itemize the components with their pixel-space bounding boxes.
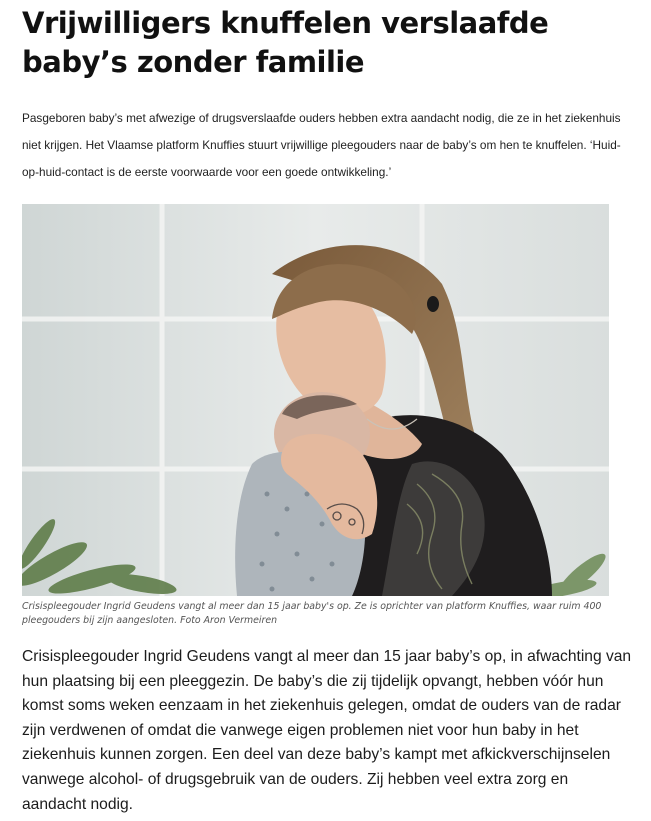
article-lead: Pasgeboren baby’s met afwezige of drugsverslaafde ouders hebben extra aandacht nodig, die ze in het ziekenhuis niet krijgen. Het Vlaamse platform Knuffies stuurt vrijwillige pleegouders naar de baby’s om hen te knuffelen. ‘Huid-op-huid-contact is de eerste voorwaarde voor een goede ontwikkeling.’ [22, 111, 621, 179]
article-body: Crisispleegouder Ingrid Geudens vangt al meer dan 15 jaar baby’s op, in afwachting van hun plaatsing bij een pleeggezin. De baby’s die zij tijdelijk opvangt, hebben vóór hun komst soms weken eenzaam in het ziekenhuis gelegen, omdat de ouders van de radar zijn verdwenen of omdat die vanwege eigen problemen niet voor hun baby in het ziekenhuis kunnen zorgen. Een deel van deze baby’s kampt met afkickverschijnselen vanwege alcohol- of drugsgebruik van de ouders. Zij hebben veel extra zorg en aandacht nodig. [22, 648, 632, 813]
article-headline: Vrijwilligers knuffelen verslaafde baby’s zonder familie [22, 6, 549, 79]
article-photo[interactable] [22, 204, 609, 596]
photo-caption: Crisispleegouder Ingrid Geudens vangt al meer dan 15 jaar baby's op. Ze is oprichter van platform Knuffies, waar ruim 400 pleegouders bij zijn aangesloten. Foto Aron Vermeiren [22, 601, 602, 626]
photo-of-woman-holding-newborn-baby [22, 204, 609, 596]
